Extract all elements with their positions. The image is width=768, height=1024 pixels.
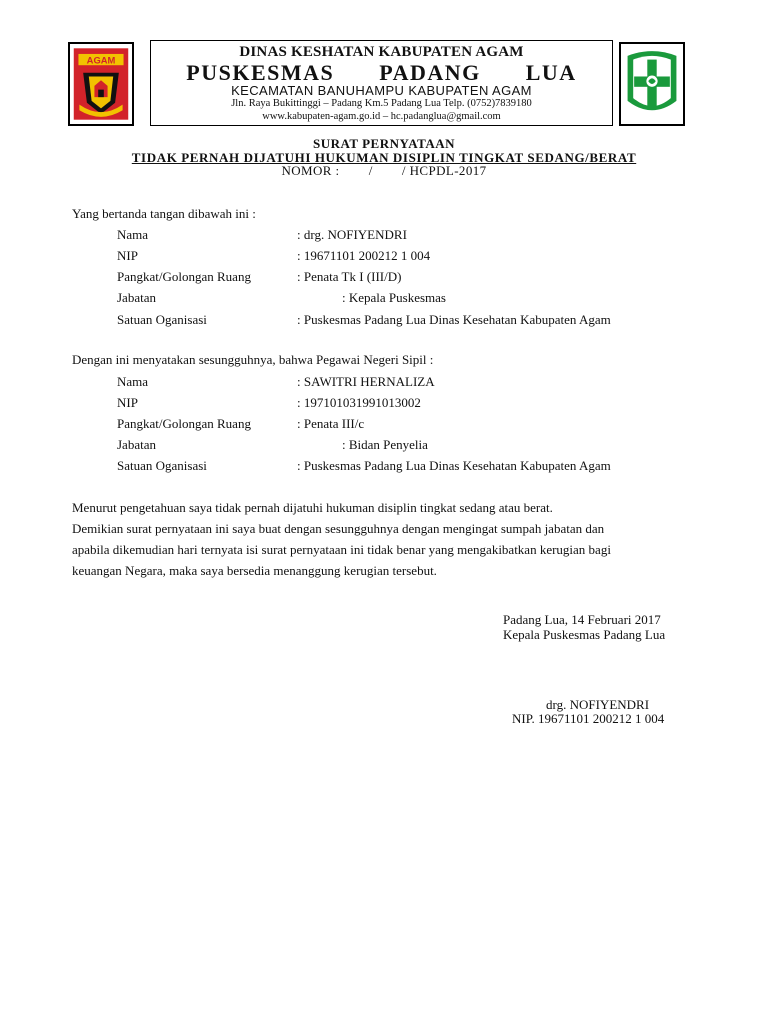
statement-line-1: Menurut pengetahuan saya tidak pernah dijatuhi hukuman disiplin tingkat sedang atau berat. <box>72 500 553 515</box>
puskesmas-cross-icon <box>621 44 683 124</box>
employee-nip-label: NIP <box>117 395 138 410</box>
employee-unit-label: Satuan Oganisasi <box>117 458 207 473</box>
signer-rank-value: : Penata Tk I (III/D) <box>297 269 402 284</box>
signer-position-label: Jabatan <box>117 290 156 305</box>
signer-nip: NIP. 19671101 200212 1 004 <box>512 711 665 726</box>
signer-name: drg. NOFIYENDRI <box>546 697 650 712</box>
letterhead-institution-name: PUSKESMAS PADANG LUA <box>186 60 577 85</box>
employee-intro: Dengan ini menyatakan sesungguhnya, bahwa Pegawai Negeri Sipil : <box>72 352 434 367</box>
employee-rank-value: : Penata III/c <box>297 416 365 431</box>
crest-lettering: AGAM <box>86 54 116 66</box>
letter-number: NOMOR : / / HCPDL-2017 <box>281 163 487 178</box>
letterhead-district: KECAMATAN BANUHAMPU KABUPATEN AGAM <box>231 83 532 98</box>
employee-name-value: : SAWITRI HERNALIZA <box>297 374 435 389</box>
agam-crest-icon <box>70 44 132 124</box>
agam-crest-logo <box>68 42 134 126</box>
statement-line-4: keuangan Negara, maka saya bersedia menanggung kerugian tersebut. <box>72 563 437 578</box>
letterhead-web-email: www.kabupaten-agam.go.id – hc.padanglua@gmail.com <box>262 111 501 122</box>
letterhead <box>150 40 613 126</box>
signer-position-value: : Kepala Puskesmas <box>342 290 446 305</box>
signer-name-value: : drg. NOFIYENDRI <box>297 227 407 242</box>
employee-rank-label: Pangkat/Golongan Ruang <box>117 416 251 431</box>
signer-rank-label: Pangkat/Golongan Ruang <box>117 269 251 284</box>
letterhead-address: Jln. Raya Bukittinggi – Padang Km.5 Padang Lua Telp. (0752)7839180 <box>231 98 532 109</box>
letterhead-department: DINAS KESHATAN KABUPATEN AGAM <box>239 44 524 60</box>
place-date: Padang Lua, 14 Februari 2017 <box>503 612 661 627</box>
employee-position-label: Jabatan <box>117 437 156 452</box>
letter-subject: TIDAK PERNAH DIJATUHI HUKUMAN DISIPLIN TINGKAT SEDANG/BERAT <box>131 150 637 165</box>
signer-nip-value: : 19671101 200212 1 004 <box>297 248 431 263</box>
signer-intro: Yang bertanda tangan dibawah ini : <box>72 206 256 221</box>
signer-unit-value: : Puskesmas Padang Lua Dinas Kesehatan Kabupaten Agam <box>297 312 611 327</box>
letter-title: SURAT PERNYATAAN <box>313 136 455 151</box>
employee-name-label: Nama <box>117 374 149 389</box>
signer-title: Kepala Puskesmas Padang Lua <box>503 627 666 642</box>
statement-line-2: Demikian surat pernyataan ini saya buat dengan sesungguhnya dengan mengingat sumpah jabatan dan <box>72 521 605 536</box>
puskesmas-logo <box>619 42 685 126</box>
statement-line-3: apabila dikemudian hari ternyata isi surat pernyataan ini tidak benar yang mengakibatkan kerugian bagi <box>72 542 611 557</box>
employee-unit-value: : Puskesmas Padang Lua Dinas Kesehatan Kabupaten Agam <box>297 458 611 473</box>
signer-unit-label: Satuan Oganisasi <box>117 312 207 327</box>
employee-nip-value: : 197101031991013002 <box>297 395 421 410</box>
signer-nip-label: NIP <box>117 248 138 263</box>
employee-position-value: : Bidan Penyelia <box>342 437 428 452</box>
signer-name-label: Nama <box>117 227 149 242</box>
